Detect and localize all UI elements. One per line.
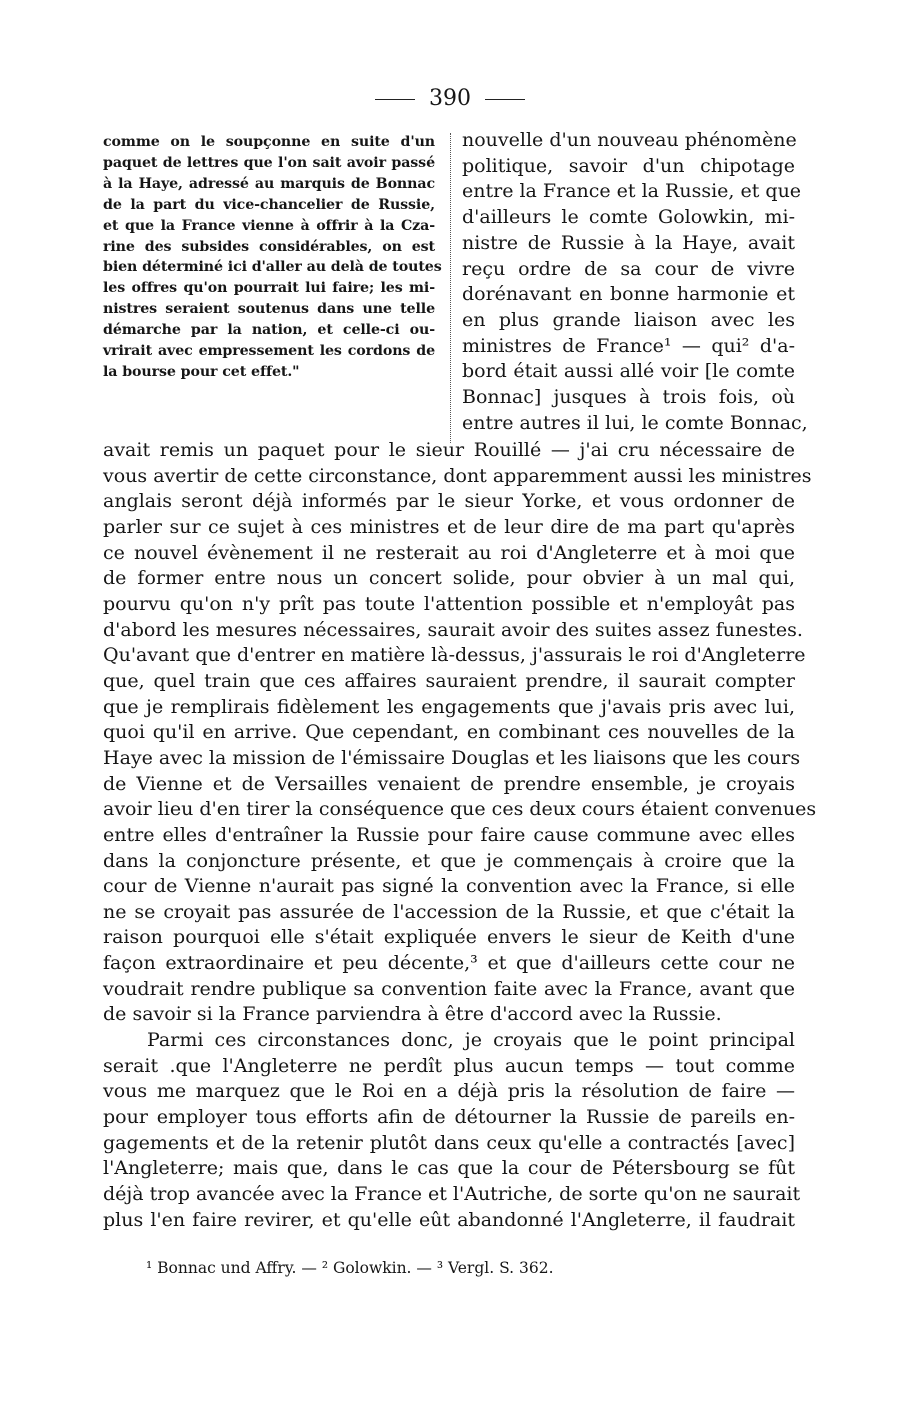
note-line: rine des subsides considérables, on est — [103, 238, 435, 255]
note-line: les offres qu'on pourrait lui faire; les mi- — [103, 280, 435, 297]
body-line: pour employer tous efforts afin de détourner la Russie de pareils en- — [103, 1106, 795, 1129]
page-number-text: 390 — [429, 86, 471, 111]
body-line: déjà trop avancée avec la France et l'Autriche, de sorte qu'on ne saurait — [103, 1183, 801, 1206]
right-column-text — [462, 128, 808, 436]
body-line: pourvu qu'on n'y prît pas toute l'attention possible et n'employât pas — [103, 592, 795, 615]
body-line: avait remis un paquet pour le sieur Rouillé — j'ai cru nécessaire de — [103, 439, 795, 461]
right-column-line: dorénavant en bonne harmonie et — [462, 283, 795, 306]
body-line: plus l'en faire revirer, et qu'elle eût abandonné l'Angleterre, il faudrait — [103, 1208, 795, 1231]
right-column-line: nouvelle d'un nouveau phénomène — [462, 129, 797, 151]
note-line: à la Haye, adressé au marquis de Bonnac — [103, 175, 435, 192]
right-column-line: reçu ordre de sa cour de vivre — [462, 257, 795, 280]
right-column-line: ministres de France¹ — qui² d'a- — [462, 334, 795, 357]
body-line: quoi qu'il en arrive. Que cependant, en combinant ces nouvelles de la — [103, 721, 795, 744]
page-number-left-rule — [375, 99, 415, 100]
body-line: vous me marquez que le Roi en a déjà pris la résolution de faire — — [103, 1080, 795, 1103]
column-divider — [450, 133, 451, 443]
body-line: parler sur ce sujet à ces ministres et de leur dire de ma part qu'après — [103, 515, 795, 538]
note-line: et que la France vienne à offrir à la Cza- — [103, 217, 435, 234]
right-column-line: nistre de Russie à la Haye, avait — [462, 231, 795, 254]
body-line: façon extraordinaire et peu décente,³ et que d'ailleurs cette cour ne — [103, 952, 795, 975]
body-line: ce nouvel évènement il ne resterait au roi d'Angleterre et à moi que — [103, 541, 795, 564]
right-column-line: Bonnac] jusques à trois fois, où — [462, 386, 795, 409]
footnotes: ¹ Bonnac und Affry. — ² Golowkin. — ³ Vergl. S. 362. — [146, 1259, 554, 1277]
body-line: de Vienne et de Versailles venaient de prendre ensemble, je croyais — [103, 772, 795, 795]
note-line: de la part du vice-chancelier de Russie, — [103, 196, 435, 213]
note-line: nistres seraient soutenus dans une telle — [103, 301, 435, 318]
note-line: démarche par la nation, et celle-ci ou- — [103, 322, 435, 339]
page-number-right-rule — [485, 99, 525, 100]
right-column-line: entre autres il lui, le comte Bonnac, — [462, 411, 808, 434]
body-line: dans la conjoncture présente, et que je commençais à croire que la — [103, 849, 795, 872]
body-line: anglais seront déjà informés par le sieur Yorke, et vous ordonner de — [103, 490, 795, 513]
note-line: vrirait avec empressement les cordons de — [103, 343, 435, 360]
body-line: ne se croyait pas assurée de l'accession de la Russie, et que c'était la — [103, 900, 795, 923]
body-line: d'abord les mesures nécessaires, saurait avoir des suites assez funestes. — [103, 618, 803, 641]
right-column-line: d'ailleurs le comte Golowkin, mi- — [462, 206, 795, 229]
body-line: vous avertir de cette circonstance, dont apparemment aussi les ministres — [103, 464, 812, 487]
main-body-text — [103, 438, 817, 1233]
body-line: que je remplirais fidèlement les engagements que j'avais pris avec lui, — [103, 695, 795, 718]
right-column-line: en plus grande liaison avec les — [462, 308, 795, 331]
body-line: serait .que l'Angleterre ne perdît plus aucun temps — tout comme — [103, 1054, 795, 1077]
body-line: de savoir si la France parviendra à être d'accord avec la Russie. — [103, 1003, 722, 1026]
page-number — [0, 84, 900, 114]
note-line: la bourse pour cet effet." — [103, 363, 300, 380]
body-line: que, quel train que ces affaires sauraient prendre, il saurait compter — [103, 669, 795, 692]
body-line: Haye avec la mission de l'émissaire Douglas et les liaisons que les cours — [103, 746, 801, 769]
note-line: paquet de lettres que l'on sait avoir passé — [103, 154, 435, 171]
body-line: entre elles d'entraîner la Russie pour faire cause commune avec elles — [103, 823, 795, 846]
note-line: comme on le soupçonne en suite d'un — [103, 134, 435, 150]
note-line: bien déterminé ici d'aller au delà de toutes — [103, 259, 442, 276]
body-line: voudrait rendre publique sa convention faite avec la France, avant que — [103, 977, 795, 1000]
body-line: Parmi ces circonstances donc, je croyais que le point principal — [147, 1029, 795, 1052]
right-column-line: politique, savoir d'un chipotage — [462, 154, 795, 177]
body-line: l'Angleterre; mais que, dans le cas que la cour de Pétersbourg se fût — [103, 1157, 795, 1180]
body-line: raison pourquoi elle s'était expliquée envers le sieur de Keith d'une — [103, 926, 795, 949]
body-line: avoir lieu d'en tirer la conséquence que ces deux cours étaient convenues — [103, 798, 817, 821]
body-line: de former entre nous un concert solide, pour obvier à un mal qui, — [103, 567, 795, 590]
body-line: cour de Vienne n'aurait pas signé la convention avec la France, si elle — [103, 875, 795, 898]
right-column-line: bord était aussi allé voir [le comte — [462, 360, 795, 383]
body-line: gagements et de la retenir plutôt dans ceux qu'elle a contractés [avec] — [103, 1131, 795, 1154]
quoted-note-block — [103, 132, 442, 383]
body-line: Qu'avant que d'entrer en matière là-dessus, j'assurais le roi d'Angleterre — [103, 644, 806, 667]
right-column-line: entre la France et la Russie, et que — [462, 180, 802, 203]
